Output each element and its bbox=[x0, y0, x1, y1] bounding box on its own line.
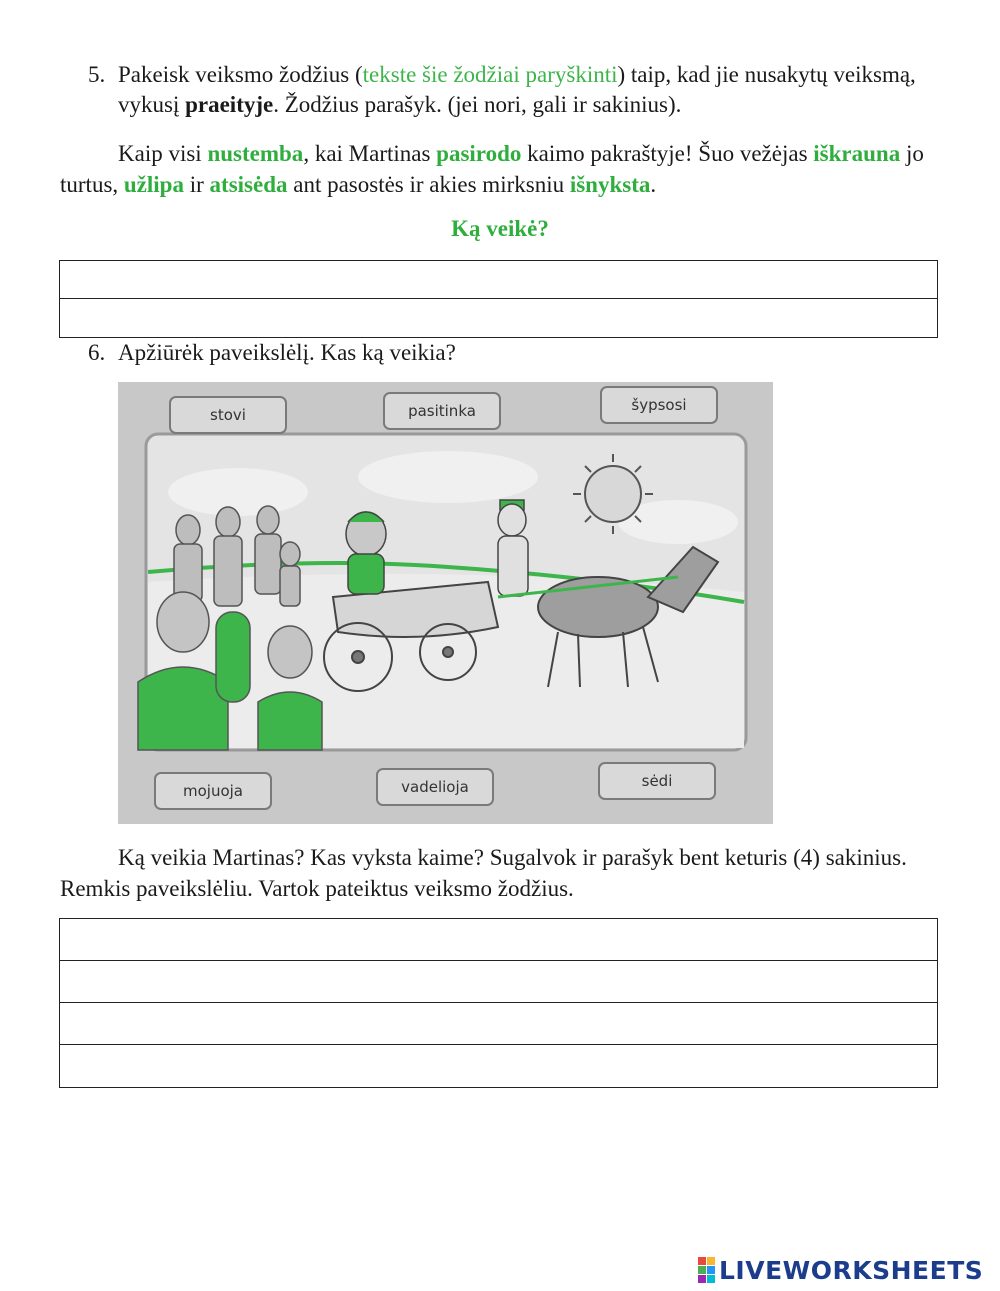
word-card-vadelioja: vadelioja bbox=[376, 768, 494, 806]
story-paragraph: Kaip visi nustemba, kai Martinas pasirodo kaimo pakraštyje! Šuo vežėjas iškrauna jo turtus, užlipa ir atsisėda ant pasostės ir akies mirksniu išnyksta. bbox=[60, 141, 924, 197]
word-card-sypsosi: šypsosi bbox=[600, 386, 718, 424]
answer-line[interactable] bbox=[60, 261, 937, 299]
answer-line[interactable] bbox=[60, 1003, 937, 1045]
highlighted-verb: nustemba bbox=[207, 141, 304, 166]
word-card-pasitinka: pasitinka bbox=[383, 392, 501, 430]
task-6-instruction bbox=[88, 338, 456, 368]
sun-icon bbox=[573, 454, 653, 534]
task-6-question-text: Ką veikia Martinas? Kas vyksta kaime? Sugalvok ir parašyk bent keturis (4) sakinius. Remkis paveikslėliu. Vartok pateiktus veiksmo žodžius. bbox=[60, 845, 907, 901]
answer-line[interactable] bbox=[60, 919, 937, 961]
highlighted-verb: iškrauna bbox=[813, 141, 901, 166]
instruction-bold-text: praeityje bbox=[185, 92, 274, 117]
instruction-green-text: tekste šie žodžiai paryškinti bbox=[362, 62, 618, 87]
highlighted-verb: išnyksta bbox=[569, 172, 651, 197]
word-card-stovi: stovi bbox=[169, 396, 287, 434]
logo-text: LIVEWORKSHEETS bbox=[719, 1255, 984, 1285]
highlighted-verb: atsisėda bbox=[209, 172, 288, 197]
question-heading: Ką veikė? bbox=[451, 216, 549, 241]
answer-line[interactable] bbox=[60, 1045, 937, 1087]
word-card-mojuoja: mojuoja bbox=[154, 772, 272, 810]
instruction-text: Apžiūrėk paveikslėlį. Kas ką veikia? bbox=[118, 340, 456, 365]
instruction-text: ) taip, kad jie nusakytų veiksmą, vykusį bbox=[118, 62, 916, 117]
answer-box-task-6 bbox=[59, 918, 938, 1088]
answer-line[interactable] bbox=[60, 299, 937, 337]
task-5-instruction bbox=[88, 60, 968, 120]
answer-line[interactable] bbox=[60, 961, 937, 1003]
highlighted-verb: pasirodo bbox=[436, 141, 522, 166]
highlighted-verb: užlipa bbox=[123, 172, 184, 197]
logo-icon bbox=[698, 1257, 715, 1283]
village-scene-illustration bbox=[118, 382, 773, 824]
instruction-text: Pakeisk veiksmo žodžius ( bbox=[118, 62, 363, 87]
task-number: 5. bbox=[88, 62, 106, 87]
word-card-sedi: sėdi bbox=[598, 762, 716, 800]
task-number: 6. bbox=[88, 340, 106, 365]
instruction-text: . Žodžius parašyk. (jei nori, gali ir sakinius). bbox=[273, 92, 682, 117]
answer-box-task-5 bbox=[59, 260, 938, 338]
illustration bbox=[118, 382, 773, 824]
liveworksheets-logo bbox=[698, 1255, 983, 1285]
